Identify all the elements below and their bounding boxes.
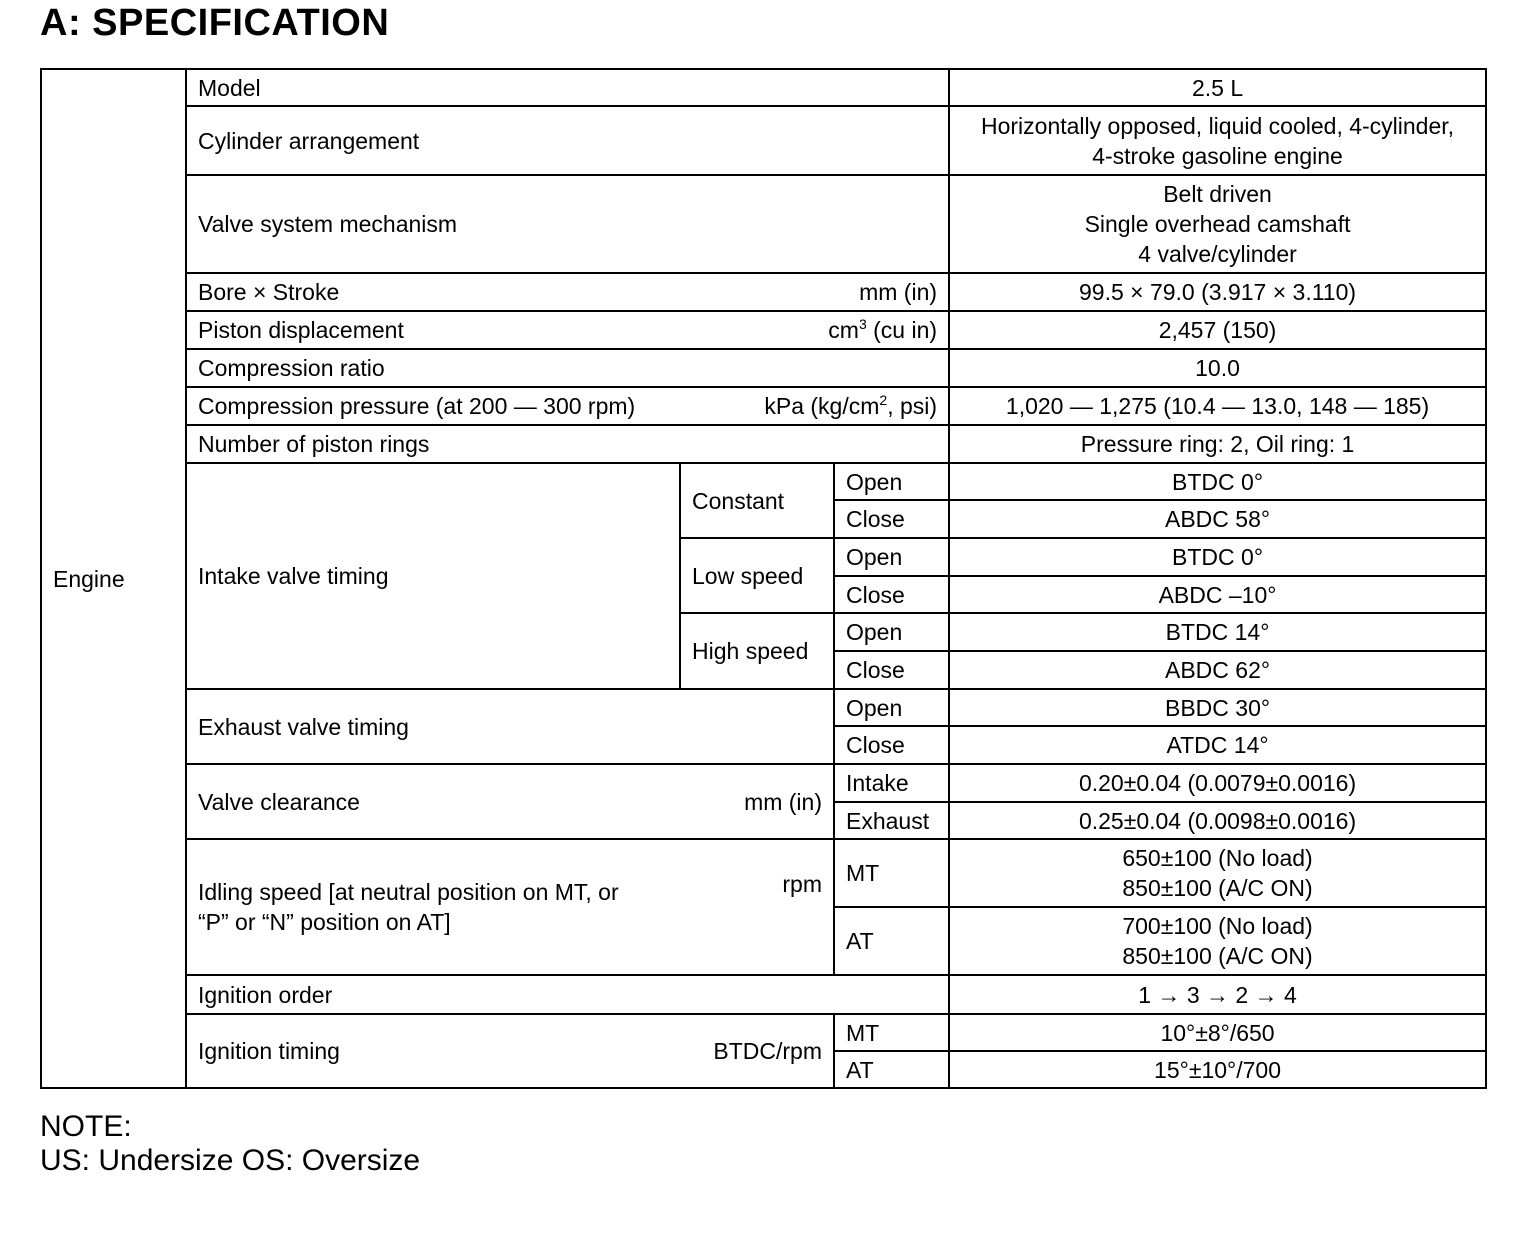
bore-stroke-value: 99.5 × 79.0 (3.917 × 3.110) — [949, 273, 1486, 311]
displacement-unit: $cm^3$ (cu in) — [828, 316, 938, 343]
engine-label: Engine — [41, 69, 186, 1088]
idling-mt-value — [949, 839, 1486, 907]
idling-label-line: Idling speed [at neutral position on MT, or — [198, 879, 619, 905]
idling-mt-label: MT — [834, 839, 949, 907]
intake-low-close: ABDC –10° — [949, 576, 1486, 613]
valve-system-value-line: 4 valve/cylinder — [1138, 241, 1297, 267]
clearance-exhaust-label: Exhaust — [834, 802, 949, 839]
valve-clearance-label: Valve clearance — [198, 788, 360, 815]
ignition-at-label: AT — [834, 1051, 949, 1088]
intake-timing-label: Intake valve timing — [186, 463, 680, 689]
intake-constant-label: Constant — [680, 463, 834, 538]
intake-high-open: BTDC 14° — [949, 613, 1486, 651]
idling-mt-line: 650±100 (No load) — [1122, 845, 1313, 871]
idling-at-line: 850±100 (A/C ON) — [1122, 943, 1313, 969]
idling-at-line: 700±100 (No load) — [1122, 913, 1313, 939]
note-text: US: Undersize OS: Oversize — [40, 1144, 421, 1177]
row-compression-ratio — [41, 349, 1486, 387]
page-title: A: SPECIFICATION — [40, 2, 390, 44]
exhaust-open: BBDC 30° — [949, 689, 1486, 726]
idling-unit: rpm — [782, 871, 822, 897]
clearance-intake-label: Intake — [834, 764, 949, 802]
piston-rings-label: Number of piston rings — [186, 425, 949, 463]
row-clearance-intake — [41, 764, 1486, 802]
idling-cell — [186, 839, 834, 975]
compression-ratio-value: 10.0 — [949, 349, 1486, 387]
close-label: Close — [834, 576, 949, 613]
displacement-label: Piston displacement — [198, 317, 404, 343]
row-valve-system — [41, 175, 1486, 273]
cylinder-label: Cylinder arrangement — [186, 106, 949, 175]
exhaust-close: ATDC 14° — [949, 726, 1486, 764]
row-displacement — [41, 311, 1486, 349]
model-label: Model — [186, 69, 949, 106]
row-bore-stroke — [41, 273, 1486, 311]
row-idling-mt — [41, 839, 1486, 907]
spec-table — [40, 68, 1487, 1089]
ignition-order-label: Ignition order — [186, 975, 949, 1014]
ignition-mt-label: MT — [834, 1014, 949, 1051]
intake-high-close: ABDC 62° — [949, 651, 1486, 689]
valve-system-value-line: Single overhead camshaft — [1084, 211, 1351, 237]
close-label: Close — [834, 726, 949, 764]
idling-mt-line: 850±100 (A/C ON) — [1122, 875, 1313, 901]
intake-constant-open: BTDC 0° — [949, 463, 1486, 500]
ignition-at-value: 15°±10°/700 — [949, 1051, 1486, 1088]
ignition-timing-unit: BTDC/rpm — [713, 1038, 822, 1064]
ignition-order-value: 1 → 3 → 2 → 4 — [949, 975, 1486, 1014]
intake-high-speed-label: High speed — [680, 613, 834, 689]
note-heading: NOTE: — [40, 1110, 132, 1143]
clearance-intake-value: 0.20±0.04 (0.0079±0.0016) — [949, 764, 1486, 802]
row-cylinder — [41, 106, 1486, 175]
valve-clearance-unit: mm (in) — [744, 788, 822, 815]
row-exhaust-open — [41, 689, 1486, 726]
idling-at-value — [949, 907, 1486, 975]
row-intake-constant-open — [41, 463, 1486, 500]
intake-low-open: BTDC 0° — [949, 538, 1486, 576]
idling-at-label: AT — [834, 907, 949, 975]
piston-rings-value: Pressure ring: 2, Oil ring: 1 — [949, 425, 1486, 463]
ignition-mt-value: 10°±8°/650 — [949, 1014, 1486, 1051]
intake-low-speed-label: Low speed — [680, 538, 834, 613]
valve-system-value — [949, 175, 1486, 273]
valve-clearance-cell — [186, 764, 834, 839]
row-ignition-order — [41, 975, 1486, 1014]
compression-pressure-unit: kPa ($kg/cm^2$, psi) — [764, 392, 938, 419]
ignition-timing-cell — [186, 1014, 834, 1088]
compression-ratio-label: Compression ratio — [186, 349, 949, 387]
open-label: Open — [834, 689, 949, 726]
cylinder-value-line: Horizontally opposed, liquid cooled, 4-cylinder, — [981, 112, 1455, 139]
compression-pressure-cell — [186, 387, 949, 425]
valve-system-value-line: Belt driven — [1163, 181, 1272, 207]
idling-label-line: “P” or “N” position on AT] — [198, 909, 451, 935]
displacement-value: 2,457 (150) — [949, 311, 1486, 349]
close-label: Close — [834, 651, 949, 689]
row-compression-pressure — [41, 387, 1486, 425]
displacement-cell — [186, 311, 949, 349]
compression-pressure-value: 1,020 — 1,275 (10.4 — 13.0, 148 — 185) — [949, 387, 1486, 425]
clearance-exhaust-value: 0.25±0.04 (0.0098±0.0016) — [949, 802, 1486, 839]
row-piston-rings — [41, 425, 1486, 463]
cylinder-value-line: 4-stroke gasoline engine — [1092, 142, 1343, 169]
row-ignition-mt — [41, 1014, 1486, 1051]
bore-stroke-unit: mm (in) — [859, 279, 938, 305]
idling-label — [198, 877, 619, 937]
ignition-timing-label: Ignition timing — [198, 1038, 340, 1064]
cylinder-value — [949, 106, 1486, 175]
model-value: 2.5 L — [949, 69, 1486, 106]
close-label: Close — [834, 500, 949, 538]
bore-stroke-label: Bore × Stroke — [198, 279, 340, 305]
bore-stroke-cell — [186, 273, 949, 311]
open-label: Open — [834, 463, 949, 500]
intake-constant-close: ABDC 58° — [949, 500, 1486, 538]
exhaust-timing-label: Exhaust valve timing — [186, 689, 834, 764]
open-label: Open — [834, 538, 949, 576]
row-model — [41, 69, 1486, 106]
valve-system-label: Valve system mechanism — [186, 175, 949, 273]
note-block — [40, 1110, 420, 1178]
open-label: Open — [834, 613, 949, 651]
compression-pressure-label: Compression pressure (at 200 — 300 rpm) — [198, 393, 636, 419]
